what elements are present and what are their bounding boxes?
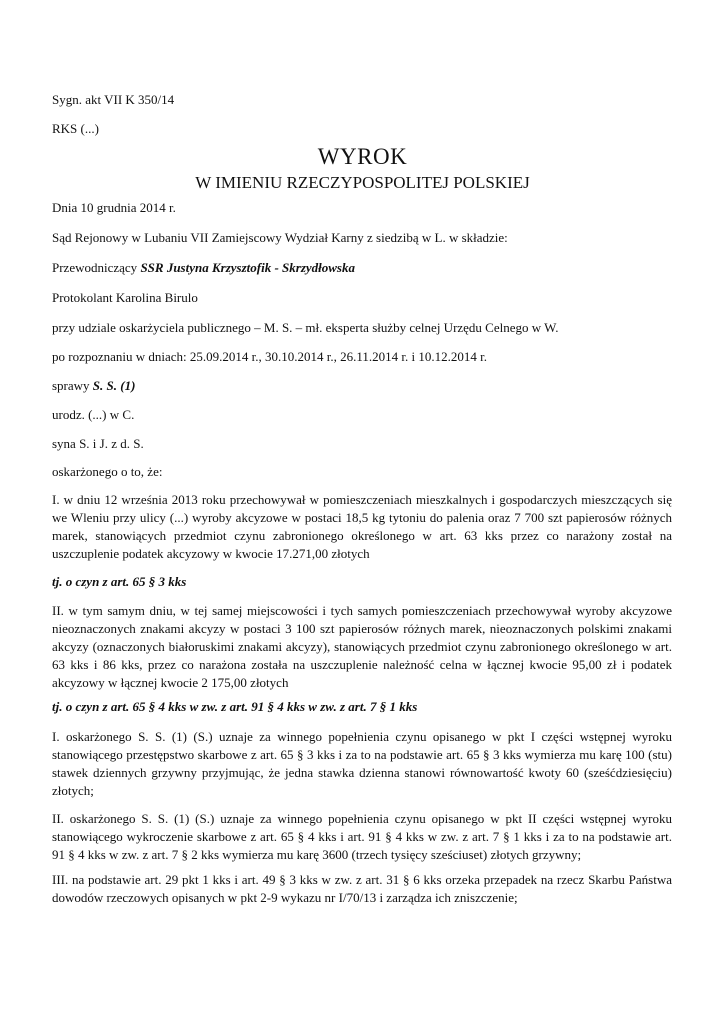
case-label: sprawy [52,378,93,393]
court-clerk: Protokolant Karolina Birulo [52,290,198,305]
hearing-dates: po rozpoznaniu w dniach: 25.09.2014 r., 30.10.2014 r., 26.11.2014 r. i 10.12.2014 r. [52,349,487,364]
rks-number: RKS (...) [52,121,99,136]
public-prosecutor: przy udziale oskarżyciela publicznego – M. S. – mł. eksperta służby celnej Urzędu Celnego w W. [52,320,559,335]
charge-2: II. w tym samym dniu, w tej samej miejscowości i tych samych pomieszczeniach przechowywał wyroby akcyzowe nieoznaczonych znakami akcyzy w postaci 3 100 szt papierosów różnych marek, nieoznaczonych polskimi znakami akcyzy (oznaczonych białoruskimi znakami akcyzy), stanowiących przedmiot czynu zabronionego określonego w art. 63 kks i 86 kks, przez co narażona została na uszczuplenie należność celna w łącznej kwocie 95,00 zł i podatek akcyzowy w łącznej kwocie 2 175,00 złotych [52,603,672,690]
defendant-birth: urodz. (...) w C. [52,407,135,422]
presiding-judge-name: SSR Justyna Krzysztofik - Skrzydłowska [140,260,355,275]
charge-2-legal-basis: tj. o czyn z art. 65 § 4 kks w zw. z art. 91 § 4 kks w zw. z art. 7 § 1 kks [52,699,418,714]
presiding-judge-label: Przewodniczący [52,260,141,275]
defendant-parents: syna S. i J. z d. S. [52,436,144,451]
court-composition: Sąd Rejonowy w Lubaniu VII Zamiejscowy Wydział Karny z siedzibą w L. w składzie: [52,230,508,245]
verdict-point-2: II. oskarżonego S. S. (1) (S.) uznaje za winnego popełnienia czynu opisanego w pkt II części wstępnej wyroku stanowiącego wykroczenie skarbowe z art. 65 § 4 kks i art. 91 § 4 kks w zw. z art. 7 § 1 kks i za to na podstawie art. 91 § 4 kks w zw. z art. 7 § 2 kks wymierza mu karę 3600 (trzech tysięcy sześciuset) złotych grzywny; [52,811,672,862]
charge-1: I. w dniu 12 września 2013 roku przechowywał w pomieszczeniach mieszkalnych i gospodarczych mieszczących się we Wleniu przy ulicy (...) wyroby akcyzowe w postaci 18,5 kg tytoniu do palenia oraz 7 700 szt papierosów różnych marek, stanowiących przedmiot czynu zabronionego określonego w art. 63 kks przez co narażony został na uszczuplenie podatek akcyzowy w kwocie 17.271,00 złotych [52,492,672,561]
presiding-judge [52,259,672,277]
case-of [52,377,672,395]
judgment-date: Dnia 10 grudnia 2014 r. [52,200,176,215]
case-signature: Sygn. akt VII K 350/14 [52,92,175,107]
charge-1-legal-basis: tj. o czyn z art. 65 § 3 kks [52,574,187,589]
document-subtitle: W IMIENIU RZECZYPOSPOLITEJ POLSKIEJ [195,173,530,192]
charges-intro: oskarżonego o to, że: [52,464,163,479]
verdict-point-1: I. oskarżonego S. S. (1) (S.) uznaje za winnego popełnienia czynu opisanego w pkt I części wstępnej wyroku stanowiącego przestępstwo skarbowe z art. 65 § 3 kks i za to na podstawie art. 65 § 3 kks wymierza mu karę 100 (stu) stawek dziennych grzywny przyjmując, że jedna stawka dzienna stanowi równowartość kwoty 60 (sześćdziesięciu) złotych; [52,729,672,798]
verdict-point-3: III. na podstawie art. 29 pkt 1 kks i art. 49 § 3 kks w zw. z art. 31 § 6 kks orzeka przepadek na rzecz Skarbu Państwa dowodów rzeczowych opisanych w pkt 2-9 wykazu nr I/70/13 i zarządza ich zniszczenie; [52,872,672,905]
defendant-name: S. S. (1) [92,378,136,393]
document-title: WYROK [317,144,408,169]
